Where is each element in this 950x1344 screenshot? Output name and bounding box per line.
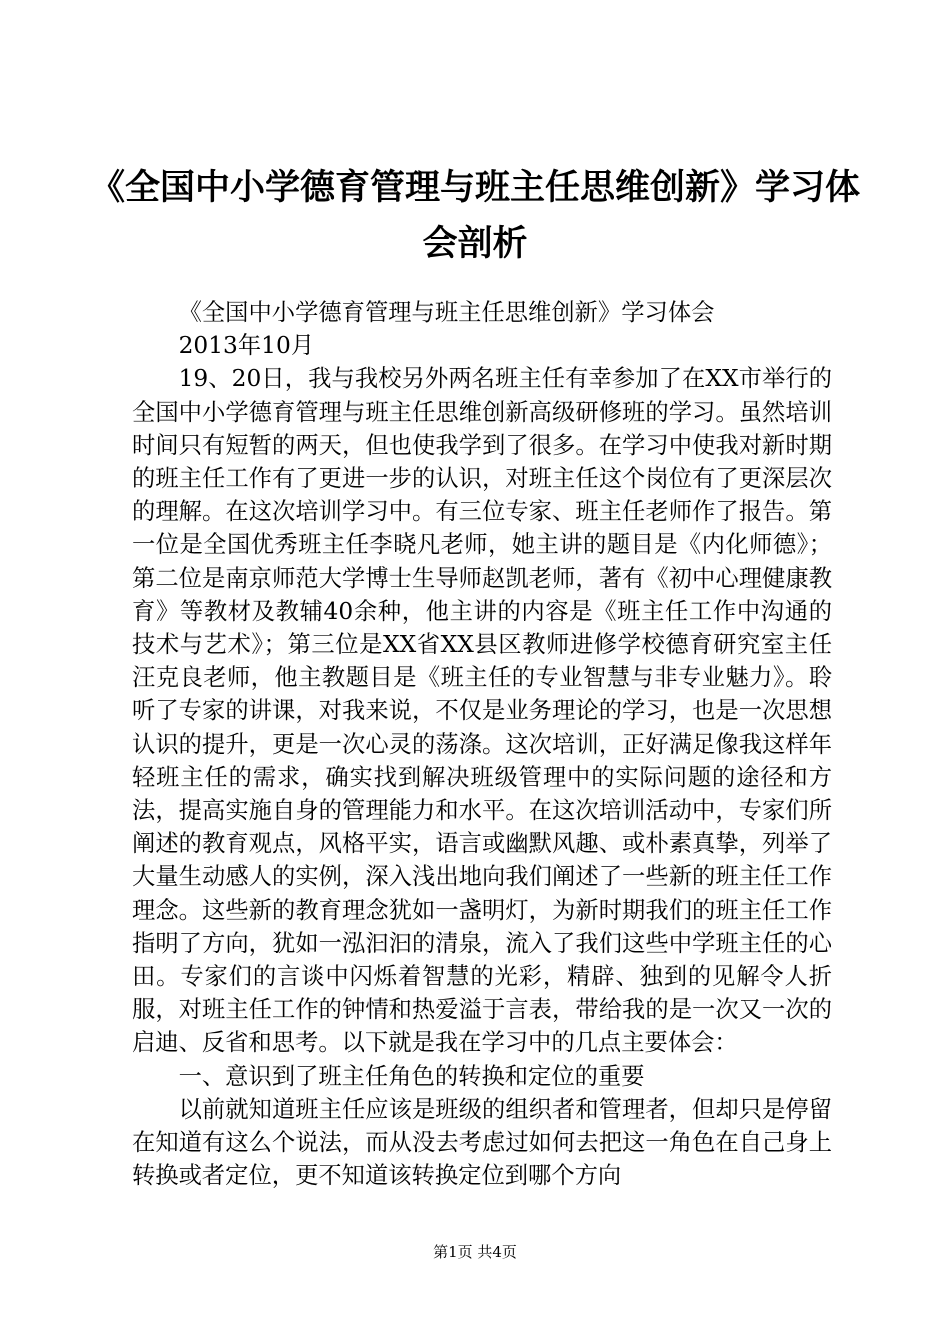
body-paragraph: 19、20日，我与我校另外两名班主任有幸参加了在XX市举行的全国中小学德育管理与班主任思维创新高级研修班的学习。虽然培训时间只有短暂的两天，但也使我学到了很多。在学习中使我对新时期的班主任工作有了更进一步的认识，对班主任这个岗位有了更深层次的理解。在这次培训学习中。有三位专家、班主任老师作了报告。第一位是全国优秀班主任李晓凡老师，她主讲的题目是《内化师德》；第二位是南京师范大学博士生导师赵凯老师，著有《初中心理健康教育》等教材及教辅40余种，他主讲的内容是《班主任工作中沟通的技术与艺术》；第三位是XX省XX县区教师进修学校德育研究室主任汪克良老师，他主教题目是《班主任的专业智慧与非专业魅力》。聆听了专家的讲课，对我来说，不仅是业务理论的学习，也是一次思想认识的提升，更是一次心灵的荡涤。这次培训，正好满足像我这样年轻班主任的需求，确实找到解决班级管理中的实际问题的途径和方法，提高实施自身的管理能力和水平。在这次培训活动中，专家们所阐述的教育观点，风格平实，语言或幽默风趣、或朴素真挚，列举了大量生动感人的实例，深入浅出地向我们阐述了一些新的班主任工作理念。这些新的教育理念犹如一盏明灯，为新时期我们的班主任工作指明了方向，犹如一泓汩汩的清泉，流入了我们这些中学班主任的心田。专家们的言谈中闪烁着智慧的光彩，精辟、独到的见解令人折服，对班主任工作的钟情和热爱溢于言表，带给我的是一次又一次的启迪、反省和思考。以下就是我在学习中的几点主要体会： (132, 365, 832, 1057)
subtitle-paragraph: 《全国中小学德育管理与班主任思维创新》学习体会 (178, 299, 715, 326)
date-paragraph: 2013年10月 (178, 332, 315, 360)
page-footer: 第1页 共4页 (433, 1243, 517, 1261)
body-paragraph: 以前就知道班主任应该是班级的组织者和管理者，但却只是停留在知道有这么个说法，而从没去考虑过如何去把这一角色在自己身上转换或者定位，更不知道该转换定位到哪个方向 (132, 1095, 832, 1190)
document-title: 《全国中小学德育管理与班主任思维创新》学习体会剖析 (90, 168, 861, 264)
section-heading: 一、意识到了班主任角色的转换和定位的重要 (178, 1062, 645, 1090)
document-body (132, 296, 832, 1192)
